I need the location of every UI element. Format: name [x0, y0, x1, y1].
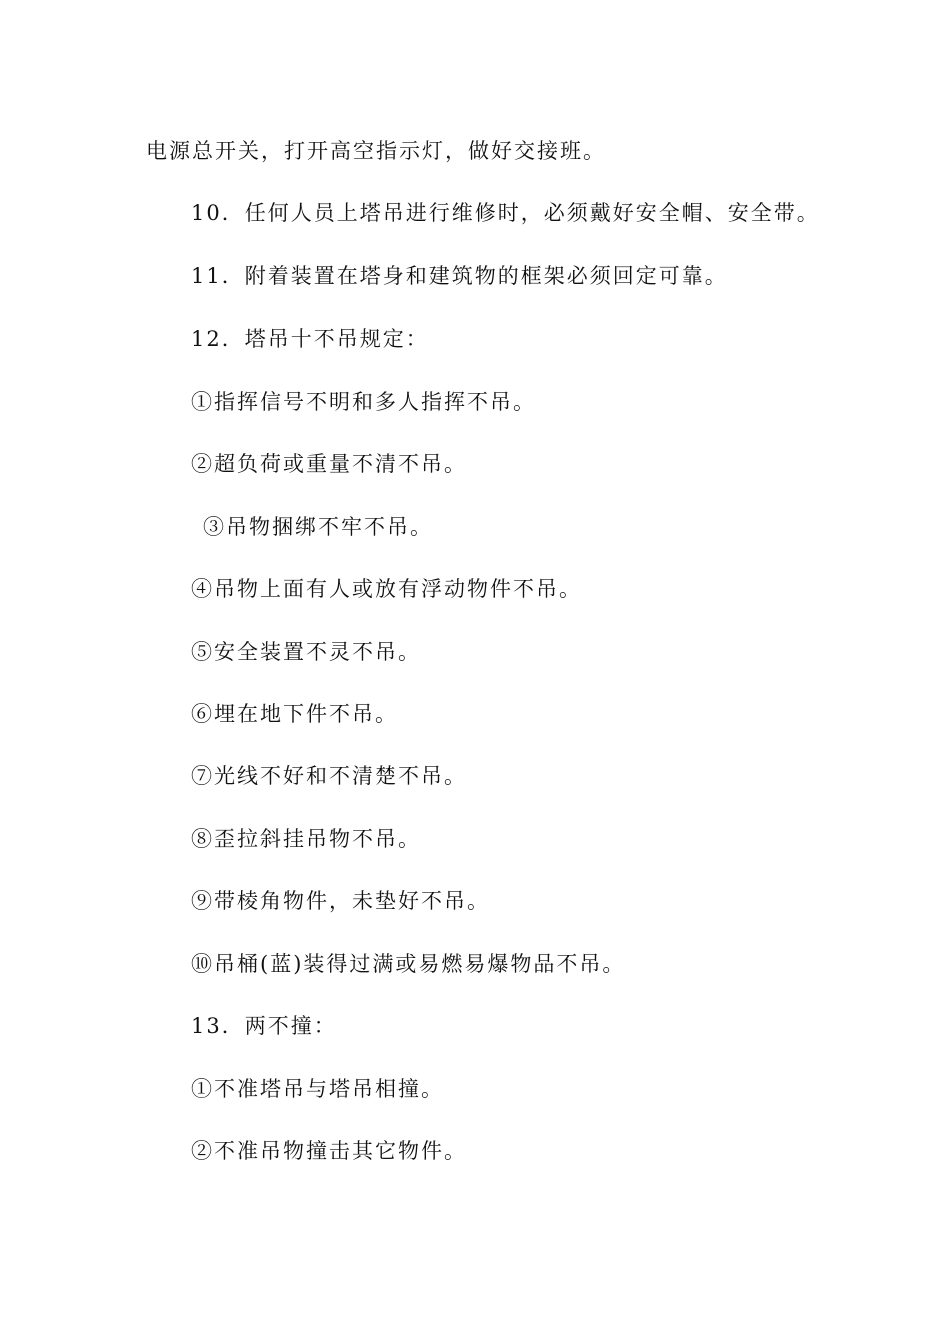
rule-12-item-6: ⑥埋在地下件不吊。: [191, 702, 398, 726]
rule-10-maintenance: 10．任何人员上塔吊进行维修时，必须戴好安全帽、安全带。: [191, 201, 820, 225]
rule-13-item-2: ②不准吊物撞击其它物件。: [191, 1139, 467, 1163]
rule-12-item-2: ②超负荷或重量不清不吊。: [191, 452, 467, 476]
paragraph-continuation: 电源总开关，打开高空指示灯，做好交接班。: [146, 139, 606, 163]
rule-12-item-8: ⑧歪拉斜挂吊物不吊。: [191, 827, 421, 851]
rule-13-item-1: ①不准塔吊与塔吊相撞。: [191, 1077, 444, 1101]
rule-11-attachment: 11．附着装置在塔身和建筑物的框架必须回定可靠。: [191, 264, 728, 288]
rule-12-item-10: ⑩吊桶(蓝)装得过满或易燃易爆物品不吊。: [191, 952, 626, 976]
rule-12-item-3: ③吊物捆绑不牢不吊。: [203, 515, 433, 539]
rule-12-item-9: ⑨带棱角物件，未垫好不吊。: [191, 889, 490, 913]
rule-12-item-5: ⑤安全装置不灵不吊。: [191, 640, 421, 664]
rule-12-item-7: ⑦光线不好和不清楚不吊。: [191, 764, 467, 788]
rule-13-heading: 13．两不撞：: [191, 1014, 337, 1038]
rule-12-heading: 12．塔吊十不吊规定：: [191, 327, 429, 351]
rule-12-item-1: ①指挥信号不明和多人指挥不吊。: [191, 390, 536, 414]
rule-12-item-4: ④吊物上面有人或放有浮动物件不吊。: [191, 577, 582, 601]
